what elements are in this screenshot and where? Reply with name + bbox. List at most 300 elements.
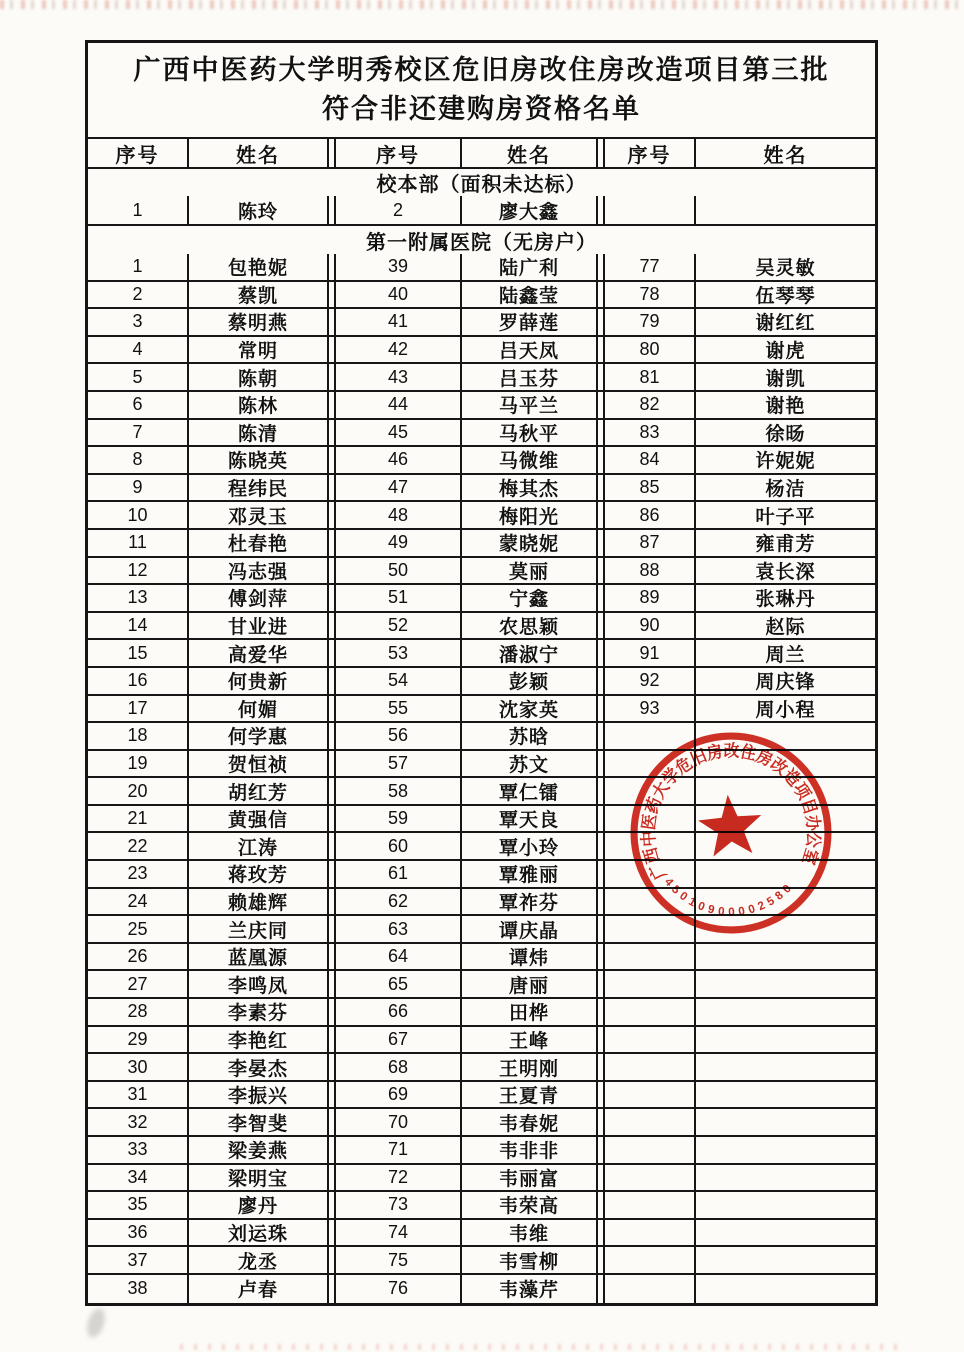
name-cell: 贺恒祯 — [189, 751, 329, 777]
column-group-divider — [598, 364, 605, 390]
row-number-cell: 35 — [88, 1192, 189, 1218]
name-cell: 叶子平 — [755, 506, 816, 528]
name-cell: 韦荣高 — [462, 1192, 598, 1218]
row-number-cell: 62 — [336, 889, 462, 915]
name-cell: 陈朝 — [189, 364, 329, 390]
name-cell: 莫丽 — [462, 558, 598, 584]
official-seal — [619, 721, 842, 944]
column-group-divider — [598, 282, 605, 308]
column-group-divider — [598, 585, 605, 611]
name-cell: 谢虎 — [765, 341, 806, 363]
row-number-cell: 63 — [336, 916, 462, 942]
row-number-cell: 54 — [336, 668, 462, 694]
name-cell: 吴灵敏 — [755, 258, 816, 280]
column-group-divider — [598, 254, 605, 280]
row-number-cell — [605, 196, 696, 224]
column-group-divider — [329, 833, 336, 859]
name-cell: 覃仁镭 — [462, 778, 598, 804]
row-number-cell: 43 — [336, 364, 462, 390]
row-number-cell: 74 — [336, 1220, 462, 1246]
column-group-divider — [598, 420, 605, 446]
name-cell: 李智斐 — [189, 1109, 329, 1135]
name-cell: 李振兴 — [189, 1082, 329, 1108]
column-group-divider — [598, 1220, 605, 1246]
name-cell — [696, 1220, 875, 1246]
column-group-divider — [598, 139, 605, 167]
row-number-cell: 75 — [336, 1247, 462, 1273]
row-number-cell: 30 — [88, 1054, 189, 1080]
name-cell: 韦藻芹 — [462, 1275, 598, 1303]
column-group-divider — [329, 999, 336, 1025]
column-group-divider — [329, 1082, 336, 1108]
column-header-xingming-3: 姓名 — [763, 144, 808, 167]
row-number-cell: 1 — [88, 254, 189, 280]
name-cell: 吕玉芬 — [462, 364, 598, 390]
table-row — [88, 944, 875, 972]
column-group-divider — [329, 530, 336, 556]
name-cell: 蔡凯 — [189, 282, 329, 308]
row-number-cell: 71 — [336, 1137, 462, 1163]
row-number-cell — [605, 1082, 696, 1108]
column-group-divider — [329, 944, 336, 970]
row-number-cell: 52 — [336, 613, 462, 639]
name-cell: 邓灵玉 — [189, 502, 329, 528]
row-number-cell: 37 — [88, 1247, 189, 1273]
title-line-1: 广西中医药大学明秀校区危旧房改住房改造项目第三批 — [133, 54, 830, 85]
row-number-cell: 56 — [336, 723, 462, 749]
name-cell: 赵际 — [765, 617, 806, 639]
column-group-divider — [598, 916, 605, 942]
column-group-divider — [598, 1137, 605, 1163]
name-cell: 程纬民 — [189, 475, 329, 501]
column-group-divider — [329, 1054, 336, 1080]
row-number-cell: 49 — [336, 530, 462, 556]
name-cell: 谭炜 — [462, 944, 598, 970]
row-number-cell: 77 — [605, 254, 696, 280]
column-group-divider — [329, 1137, 336, 1163]
name-cell: 王峰 — [462, 1027, 598, 1053]
column-group-divider — [598, 696, 605, 722]
column-group-divider — [598, 337, 605, 363]
table-row — [88, 640, 875, 668]
title-line-2: 符合非还建购房资格名单 — [322, 94, 641, 124]
name-cell — [696, 196, 875, 224]
row-number-cell: 41 — [336, 309, 462, 335]
name-cell: 宁鑫 — [462, 585, 598, 611]
column-group-divider — [329, 1165, 336, 1191]
row-number-cell: 85 — [605, 475, 696, 501]
name-cell — [696, 1137, 875, 1163]
row-number-cell: 67 — [336, 1027, 462, 1053]
row-number-cell: 44 — [336, 392, 462, 418]
row-number-cell: 72 — [336, 1165, 462, 1191]
row-number-cell: 76 — [336, 1275, 462, 1303]
row-number-cell: 39 — [336, 254, 462, 280]
table-row — [88, 1275, 875, 1303]
name-cell: 冯志强 — [189, 558, 329, 584]
name-cell: 胡红芳 — [189, 778, 329, 804]
name-cell: 周小程 — [755, 699, 816, 721]
name-cell: 沈家英 — [462, 696, 598, 722]
table-row — [88, 558, 875, 586]
column-group-divider — [329, 1027, 336, 1053]
name-cell: 刘运珠 — [189, 1220, 329, 1246]
name-cell: 蓝凰源 — [189, 944, 329, 970]
name-cell: 潘淑宁 — [462, 640, 598, 666]
name-cell: 苏文 — [462, 751, 598, 777]
column-group-divider — [329, 139, 336, 167]
table-row — [88, 254, 875, 282]
row-number-cell: 24 — [88, 889, 189, 915]
name-cell: 蔡明燕 — [189, 309, 329, 335]
name-cell: 李素芬 — [189, 999, 329, 1025]
name-cell: 韦春妮 — [462, 1109, 598, 1135]
column-group-divider — [598, 668, 605, 694]
row-number-cell — [605, 1137, 696, 1163]
column-group-divider — [598, 558, 605, 584]
name-cell — [696, 1027, 875, 1053]
column-group-divider — [329, 392, 336, 418]
name-cell: 梅阳光 — [462, 502, 598, 528]
name-cell: 马秋平 — [462, 420, 598, 446]
row-number-cell: 73 — [336, 1192, 462, 1218]
row-number-cell: 89 — [605, 585, 696, 611]
name-cell: 韦非非 — [462, 1137, 598, 1163]
table-row — [88, 999, 875, 1027]
row-number-cell: 66 — [336, 999, 462, 1025]
row-number-cell: 64 — [336, 944, 462, 970]
row-number-cell: 12 — [88, 558, 189, 584]
row-number-cell: 60 — [336, 833, 462, 859]
name-cell: 廖大鑫 — [462, 196, 598, 224]
name-cell: 陈晓英 — [189, 447, 329, 473]
name-cell: 农思颖 — [462, 613, 598, 639]
name-cell: 江涛 — [189, 833, 329, 859]
row-number-cell: 10 — [88, 502, 189, 528]
name-cell — [696, 999, 875, 1025]
table-row — [88, 585, 875, 613]
name-cell: 覃雅丽 — [462, 861, 598, 887]
row-number-cell: 38 — [88, 1275, 189, 1303]
table-row — [88, 420, 875, 448]
table-row — [88, 309, 875, 337]
column-group-divider — [329, 196, 336, 224]
column-header-xuhao-3: 序号 — [605, 139, 696, 167]
table-row — [88, 668, 875, 696]
name-cell — [696, 1082, 875, 1108]
name-cell: 马微维 — [462, 447, 598, 473]
column-group-divider — [598, 309, 605, 335]
row-number-cell: 57 — [336, 751, 462, 777]
row-number-cell — [605, 1054, 696, 1080]
column-group-divider — [598, 944, 605, 970]
name-cell: 张琳丹 — [755, 589, 816, 611]
row-number-cell: 17 — [88, 696, 189, 722]
name-cell: 何贵新 — [189, 668, 329, 694]
row-number-cell: 1 — [88, 196, 189, 224]
row-number-cell: 83 — [605, 420, 696, 446]
row-number-cell: 16 — [88, 668, 189, 694]
row-number-cell: 13 — [88, 585, 189, 611]
column-group-divider — [329, 1192, 336, 1218]
name-cell: 苏晗 — [462, 723, 598, 749]
row-number-cell: 68 — [336, 1054, 462, 1080]
row-number-cell: 19 — [88, 751, 189, 777]
row-number-cell: 9 — [88, 475, 189, 501]
table-row — [88, 530, 875, 558]
column-header-xingming-1: 姓名 — [189, 139, 329, 167]
name-cell: 常明 — [189, 337, 329, 363]
row-number-cell: 8 — [88, 447, 189, 473]
column-group-divider — [329, 254, 336, 280]
name-cell — [696, 944, 875, 970]
name-cell: 黄强信 — [189, 806, 329, 832]
row-number-cell: 42 — [336, 337, 462, 363]
name-cell: 王明刚 — [462, 1054, 598, 1080]
column-group-divider — [329, 309, 336, 335]
column-group-divider — [598, 833, 605, 859]
row-number-cell: 14 — [88, 613, 189, 639]
column-group-divider — [329, 364, 336, 390]
column-group-divider — [598, 1247, 605, 1273]
name-cell — [696, 1275, 875, 1303]
column-group-divider — [329, 778, 336, 804]
table-row — [88, 1109, 875, 1137]
name-cell: 甘业进 — [189, 613, 329, 639]
column-group-divider — [329, 337, 336, 363]
name-cell: 杜春艳 — [189, 530, 329, 556]
column-group-divider — [598, 475, 605, 501]
table-row — [88, 337, 875, 365]
qualification-table — [85, 40, 878, 1306]
scan-artifact-bottom — [180, 1344, 904, 1350]
column-group-divider — [329, 971, 336, 997]
name-cell: 卢春 — [189, 1275, 329, 1303]
name-cell: 龙丞 — [189, 1247, 329, 1273]
row-number-cell: 26 — [88, 944, 189, 970]
section-header-hospital: 第一附属医院（无房户） — [366, 231, 597, 254]
row-number-cell: 65 — [336, 971, 462, 997]
name-cell: 谢凯 — [765, 368, 806, 390]
table-row — [88, 613, 875, 641]
row-number-cell: 15 — [88, 640, 189, 666]
row-number-cell: 79 — [605, 309, 696, 335]
row-number-cell: 58 — [336, 778, 462, 804]
column-header-xingming-2: 姓名 — [462, 139, 598, 167]
column-group-divider — [329, 696, 336, 722]
column-group-divider — [329, 668, 336, 694]
name-cell: 李艳红 — [189, 1027, 329, 1053]
row-number-cell: 25 — [88, 916, 189, 942]
name-cell: 田桦 — [462, 999, 598, 1025]
column-group-divider — [329, 806, 336, 832]
name-cell: 梁明宝 — [189, 1165, 329, 1191]
column-group-divider — [598, 806, 605, 832]
table-row — [88, 1165, 875, 1193]
row-number-cell — [605, 1192, 696, 1218]
row-number-cell: 53 — [336, 640, 462, 666]
column-group-divider — [329, 447, 336, 473]
name-cell: 谢艳 — [765, 396, 806, 418]
name-cell: 谢红红 — [755, 313, 816, 335]
row-number-cell: 80 — [605, 337, 696, 363]
name-cell: 吕天凤 — [462, 337, 598, 363]
scan-artifact-smudge — [84, 1306, 108, 1339]
column-group-divider — [329, 1220, 336, 1246]
name-cell: 陈玲 — [189, 196, 329, 224]
name-cell: 梁姜燕 — [189, 1137, 329, 1163]
row-number-cell: 33 — [88, 1137, 189, 1163]
column-group-divider — [598, 502, 605, 528]
name-cell — [696, 1247, 875, 1273]
row-number-cell: 22 — [88, 833, 189, 859]
row-number-cell: 29 — [88, 1027, 189, 1053]
column-header-xuhao-2: 序号 — [336, 139, 462, 167]
column-group-divider — [329, 751, 336, 777]
row-number-cell: 11 — [88, 530, 189, 556]
section-header-school: 校本部（面积未达标） — [376, 174, 587, 196]
row-number-cell: 69 — [336, 1082, 462, 1108]
name-cell: 许妮妮 — [755, 451, 816, 473]
row-number-cell: 7 — [88, 420, 189, 446]
row-number-cell — [605, 1165, 696, 1191]
row-number-cell: 91 — [605, 640, 696, 666]
table-row — [88, 364, 875, 392]
name-cell: 李鸣凤 — [189, 971, 329, 997]
name-cell: 陆鑫莹 — [462, 282, 598, 308]
row-number-cell: 5 — [88, 364, 189, 390]
row-number-cell: 34 — [88, 1165, 189, 1191]
column-group-divider — [598, 392, 605, 418]
name-cell — [696, 1192, 875, 1218]
table-row — [88, 282, 875, 310]
table-header-row — [88, 139, 875, 169]
row-number-cell: 20 — [88, 778, 189, 804]
column-group-divider — [598, 1054, 605, 1080]
row-number-cell: 61 — [336, 861, 462, 887]
table-row — [88, 1220, 875, 1248]
name-cell: 蒋玫芳 — [189, 861, 329, 887]
table-row — [88, 696, 875, 724]
column-group-divider — [598, 1165, 605, 1191]
row-number-cell: 23 — [88, 861, 189, 887]
row-number-cell: 3 — [88, 309, 189, 335]
name-cell: 何学惠 — [189, 723, 329, 749]
name-cell: 覃天良 — [462, 806, 598, 832]
row-number-cell: 59 — [336, 806, 462, 832]
name-cell — [696, 1165, 875, 1191]
column-group-divider — [598, 196, 605, 224]
table-body-school — [88, 196, 875, 226]
name-cell: 傅剑萍 — [189, 585, 329, 611]
column-group-divider — [329, 1247, 336, 1273]
name-cell: 周庆锋 — [755, 672, 816, 694]
row-number-cell — [605, 1247, 696, 1273]
column-group-divider — [598, 751, 605, 777]
seal-star-icon — [696, 792, 764, 858]
row-number-cell: 93 — [605, 696, 696, 722]
row-number-cell: 55 — [336, 696, 462, 722]
column-group-divider — [598, 640, 605, 666]
name-cell: 李晏杰 — [189, 1054, 329, 1080]
column-group-divider — [598, 447, 605, 473]
row-number-cell: 4 — [88, 337, 189, 363]
name-cell: 高爱华 — [189, 640, 329, 666]
column-group-divider — [598, 1027, 605, 1053]
column-group-divider — [329, 613, 336, 639]
column-group-divider — [598, 971, 605, 997]
column-group-divider — [598, 1082, 605, 1108]
name-cell: 梅其杰 — [462, 475, 598, 501]
seal-serial-number: 45010900002580 — [661, 875, 797, 919]
name-cell: 兰庆同 — [189, 916, 329, 942]
name-cell: 彭颖 — [462, 668, 598, 694]
table-row — [88, 1137, 875, 1165]
column-group-divider — [598, 1109, 605, 1135]
row-number-cell: 47 — [336, 475, 462, 501]
table-row — [88, 1192, 875, 1220]
table-row — [88, 1054, 875, 1082]
name-cell: 韦丽富 — [462, 1165, 598, 1191]
table-row — [88, 447, 875, 475]
row-number-cell — [605, 999, 696, 1025]
row-number-cell: 81 — [605, 364, 696, 390]
row-number-cell: 31 — [88, 1082, 189, 1108]
row-number-cell — [605, 1109, 696, 1135]
table-row — [88, 971, 875, 999]
column-group-divider — [598, 999, 605, 1025]
column-group-divider — [329, 889, 336, 915]
row-number-cell: 32 — [88, 1109, 189, 1135]
column-header-xuhao-1: 序号 — [88, 139, 189, 167]
column-group-divider — [329, 282, 336, 308]
column-group-divider — [598, 1192, 605, 1218]
column-group-divider — [598, 861, 605, 887]
table-row — [88, 1082, 875, 1110]
name-cell: 马平兰 — [462, 392, 598, 418]
row-number-cell: 82 — [605, 392, 696, 418]
row-number-cell: 90 — [605, 613, 696, 639]
row-number-cell: 40 — [336, 282, 462, 308]
row-number-cell: 87 — [605, 530, 696, 556]
scan-artifact-top — [0, 0, 964, 9]
column-group-divider — [598, 1275, 605, 1303]
column-group-divider — [598, 530, 605, 556]
name-cell: 覃祚芬 — [462, 889, 598, 915]
column-group-divider — [329, 1109, 336, 1135]
row-number-cell: 70 — [336, 1109, 462, 1135]
name-cell — [696, 1054, 875, 1080]
name-cell: 陈林 — [189, 392, 329, 418]
name-cell — [696, 971, 875, 997]
row-number-cell: 48 — [336, 502, 462, 528]
row-number-cell — [605, 1220, 696, 1246]
row-number-cell: 2 — [336, 196, 462, 224]
column-group-divider — [329, 1275, 336, 1303]
name-cell: 王夏青 — [462, 1082, 598, 1108]
column-group-divider — [329, 502, 336, 528]
name-cell: 谭庆晶 — [462, 916, 598, 942]
row-number-cell: 92 — [605, 668, 696, 694]
column-group-divider — [329, 585, 336, 611]
column-group-divider — [598, 613, 605, 639]
row-number-cell: 86 — [605, 502, 696, 528]
name-cell: 陈清 — [189, 420, 329, 446]
row-number-cell — [605, 1027, 696, 1053]
row-number-cell: 51 — [336, 585, 462, 611]
name-cell — [696, 1109, 875, 1135]
name-cell: 何媚 — [189, 696, 329, 722]
